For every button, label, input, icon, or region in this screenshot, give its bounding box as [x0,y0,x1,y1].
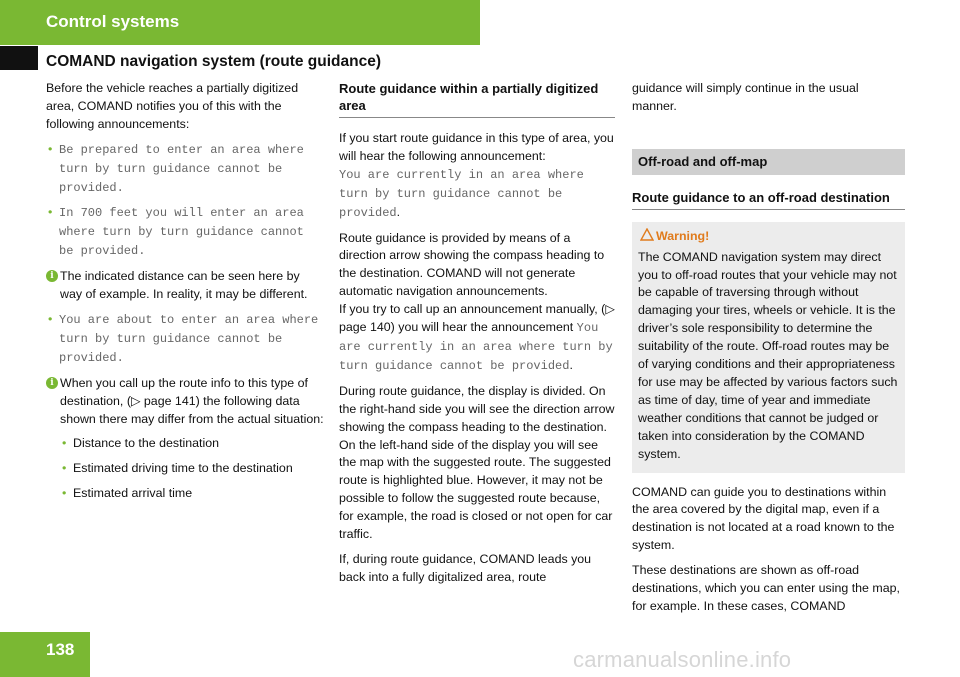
paragraph: Route guidance is provided by means of a direction arrow showing the compass heading to the destination. COMAND will not generate automatic navigation announcements. If you try to call up an announcement manually, (▷ page 140) you will hear the announcement You are currently in an area where turn by turn guidance cannot be provided. [339,230,615,373]
bullet-icon: • [48,311,53,326]
column-left [46,80,324,510]
section-heading: Route guidance within a partially digitized area [339,80,615,118]
bullet-icon: • [62,436,67,451]
paragraph: During route guidance, the display is divided. On the right-hand side you will see the direction arrow showing the compass heading to the destination. On the left-hand side of the display you will see the map with the suggested route. The suggested route is highlighted blue. However, it may not be possible to follow the suggested route because, for example, the road is closed or not open for car traffic. [339,383,615,542]
list-item: • Distance to the destination [46,435,324,453]
intro-paragraph: Before the vehicle reaches a partially digitized area, COMAND notifies you of this with the following announcements: [46,81,299,131]
warning-box [632,222,905,473]
section-marker [0,46,38,70]
bullet-icon: • [62,461,67,476]
announcement-1: • Be prepared to enter an area where turn by turn guidance cannot be provided. [48,141,304,195]
paragraph: guidance will simply continue in the usual manner. [632,81,859,113]
list-item: • Estimated arrival time [46,485,324,503]
bullet-icon: • [62,486,67,501]
section-bar: Off-road and off-map [632,149,905,175]
section-title: COMAND navigation system (route guidance) [46,53,382,70]
warning-text: The COMAND navigation system may direct you to off-road routes that your vehicle may not be capable of traversing through without damaging your tires, wheels or vehicle. It is the driver’s sole responsibility to determine the suitability of the route. Off-road routes may be of varying conditions and their appropriateness for use may be affected by various factors such as time of day, time of year and immediate weather conditions that cannot be judged or taken into consideration by the COMAND system. [638,249,898,461]
page-number: 138 [46,640,75,659]
column-right [632,80,905,623]
paragraph: COMAND can guide you to destinations within the area covered by the digital map, even if a destination is not located at a road known to the system. [632,484,895,553]
column-middle [339,80,615,594]
paragraph: If you start route guidance in this type of area, you will hear the following announcement: You are currently in an area where turn by turn guidance cannot be provided. [339,131,614,220]
announcement-3: • You are about to enter an area where turn by turn guidance cannot be provided. [48,311,319,365]
warning-title: Warning! [638,228,899,246]
paragraph: If, during route guidance, COMAND leads you back into a fully digitalized area, route [339,551,592,584]
watermark: carmanualsonline.info [573,647,792,672]
bullet-icon: • [48,205,53,220]
info-icon: i [46,377,58,389]
info-note-route-info: i When you call up the route info to this type of destination, (▷ page 141) the following data shown there may differ from the actual situation: [46,375,324,429]
info-note-distance: i The indicated distance can be seen here by way of example. In reality, it may be different. [46,268,324,304]
paragraph: These destinations are shown as off-road destinations, which you can enter using the map, for example. In these cases, COMAND [632,563,900,613]
bullet-icon: • [48,141,53,156]
list-item: • Estimated driving time to the destination [46,460,324,478]
announcement-2: • In 700 feet you will enter an area where turn by turn guidance cannot be provided. [48,205,304,259]
page-number-box [0,632,90,677]
warning-triangle-icon [640,228,654,247]
info-icon: i [46,270,58,282]
section-heading: Route guidance to an off-road destination [632,189,905,210]
chapter-title: Control systems [46,12,180,31]
